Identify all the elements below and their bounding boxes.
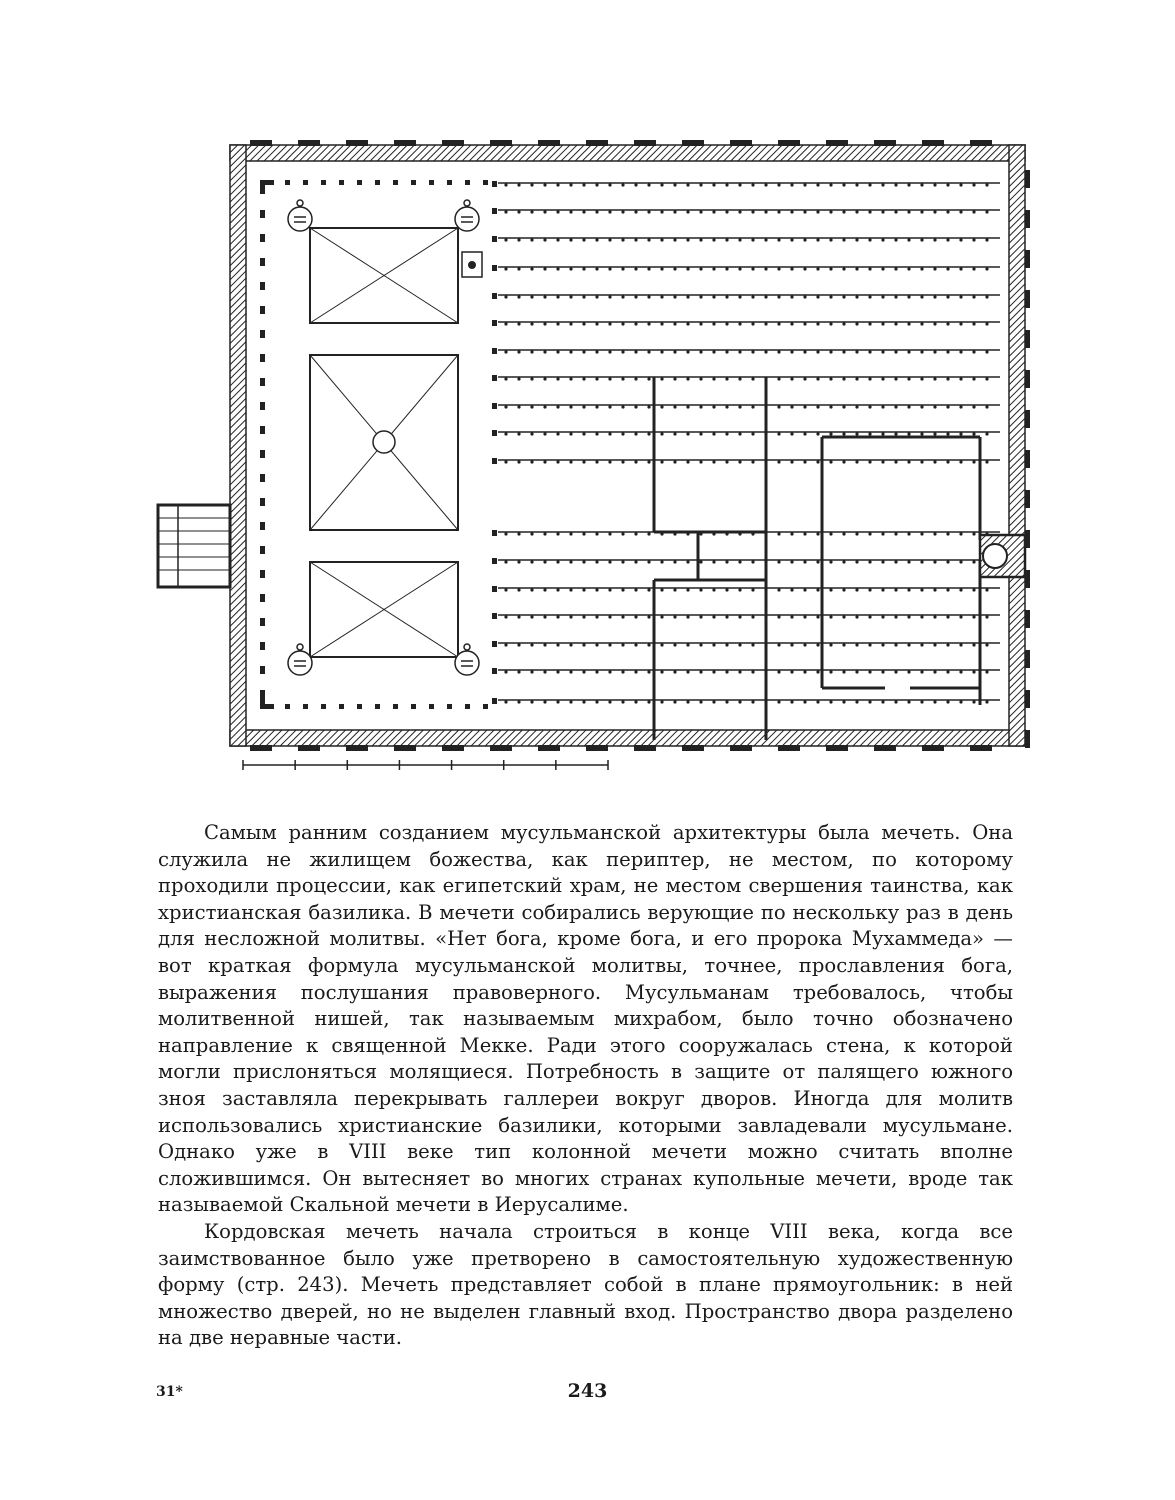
body-text [158,820,1013,1352]
prayer-hall-arcades [492,181,1000,704]
mihrab [980,535,1025,577]
page-number: 243 [567,1380,608,1402]
courtyard-pools [310,228,482,657]
paragraph-1: Самым ранним созданием мусульманской архитектуры была мечеть. Она служила не жилищем божества, как периптер, не местом, по которому проходили процессии, как египетский храм, не местом свершения таинства, как христианская базилика. В мечети собирались верующие по нескольку раз в день для несложной молитвы. «Нет бога, кроме бога, и его пророка Мухаммеда» — вот краткая формула мусульманской молитвы, точнее, прославления бога, выражения послушания правоверного. Мусульманам требовалось, чтобы молитвенной нишей, так называемым михрабом, было точно обозначено направление к священной Мекке. Ради этого сооружалась стена, к которой могли прислоняться молящиеся. Потребность в защите от палящего южного зноя заставляла перекрывать галлереи вокруг дворов. Иногда для молитв использовались христианские базилики, которыми завладевали мусульмане. Однако уже в VIII веке тип колонной мечети можно считать вполне сложившимся. Он вытесняет во многих странах купольные мечети, вроде так называемой Скальной мечети в Иерусалиме. [158,821,1013,1217]
paragraph-2: Кордовская мечеть начала строиться в конце VIII века, когда все заимствованное было уже претворено в самостоятельную художественную форму (стр. 243). Мечеть представляет собой в плане прямоугольник: в ней множество дверей, но не выделен главный вход. Пространство двора разделено на две неравные части. [158,1219,1013,1350]
entrance-stairs [158,505,230,587]
mosque-floor-plan [150,140,1030,780]
signature-mark: 31* [156,1384,183,1400]
scale-bar [243,760,608,770]
